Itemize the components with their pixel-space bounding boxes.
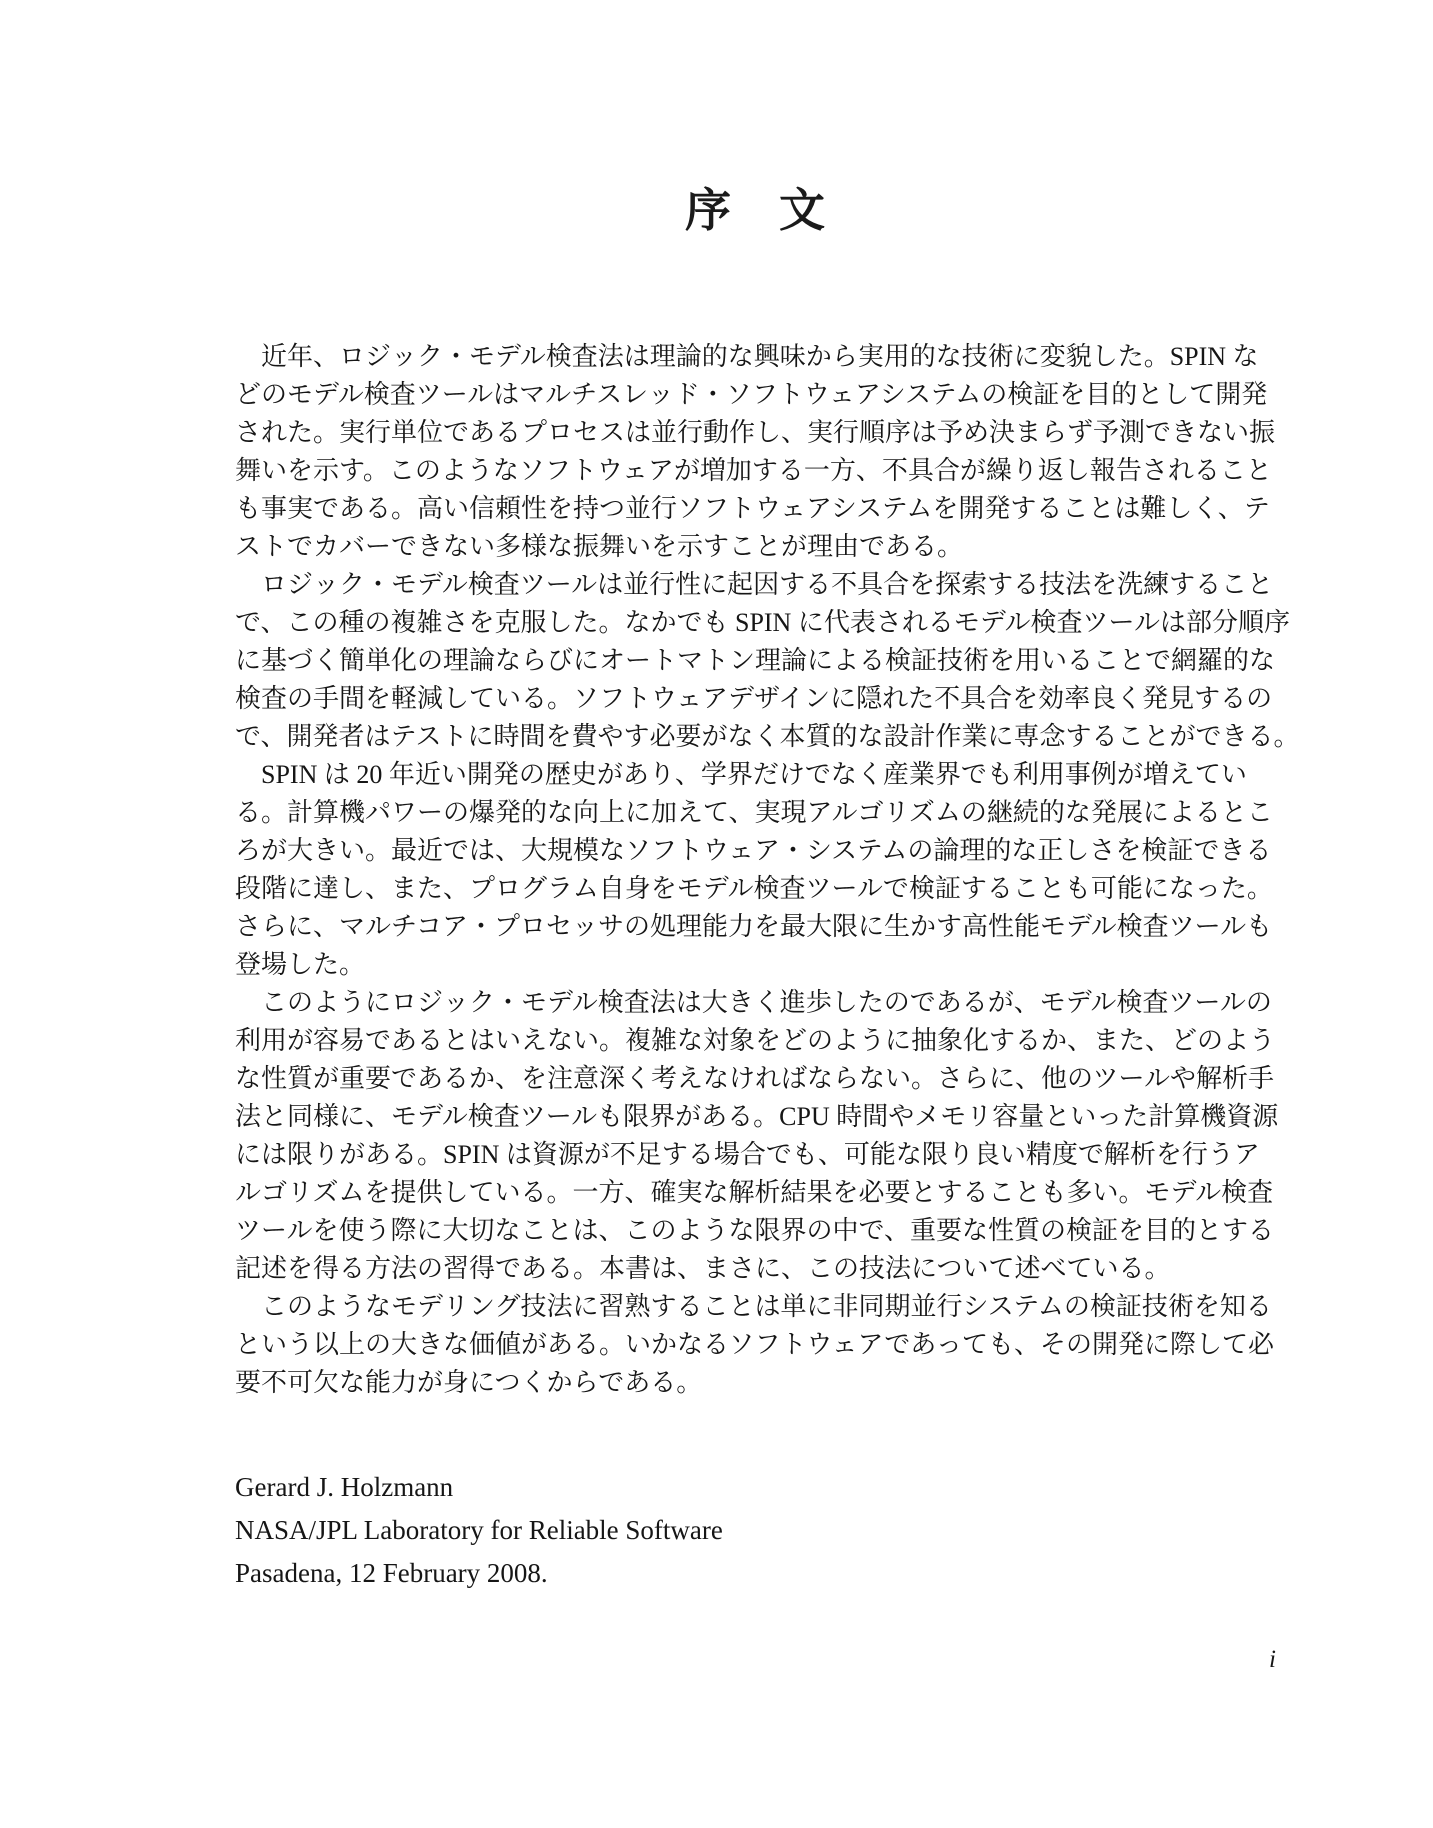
page-title: 序 文 [685,184,826,236]
text-line: ルゴリズムを提供している。一方、確実な解析結果を必要とすることも多い。モデル検査 [235,1178,1274,1207]
text-line: な性質が重要であるか、を注意深く考えなければならない。さらに、他のツールや解析手 [235,1064,1274,1093]
paragraph [235,984,1280,1288]
signature-line: NASA/JPL Laboratory for Reliable Software [235,1515,723,1545]
text-line: された。実行単位であるプロセスは並行動作し、実行順序は予め決まらず予測できない振 [235,418,1276,447]
preface-body [235,338,1300,1402]
text-line: さらに、マルチコア・プロセッサの処理能力を最大限に生かす高性能モデル検査ツールも [235,912,1273,941]
paragraph [235,756,1280,984]
text-line: ろが大きい。最近では、大規模なソフトウェア・システムの論理的な正しさを検証できる [235,836,1272,865]
text-line: に基づく簡単化の理論ならびにオートマトン理論による検証技術を用いることで網羅的な [235,646,1276,675]
text-line: SPIN は 20 年近い開発の歴史があり、学界だけでなく産業界でも利用事例が増えてい [261,760,1247,789]
text-line: 段階に達し、また、プログラム自身をモデル検査ツールで検証することも可能になった。 [235,874,1273,903]
text-line: 要不可欠な能力が身につくからである。 [235,1368,703,1397]
signature-block [235,1466,723,1595]
paragraph [235,338,1280,566]
paragraph [235,1288,1280,1402]
text-line: る。計算機パワーの爆発的な向上に加えて、実現アルゴリズムの継続的な発展によるとこ [235,798,1273,827]
text-line: には限りがある。SPIN は資源が不足する場合でも、可能な限り良い精度で解析を行うア [235,1140,1260,1169]
signature-line: Pasadena, 12 February 2008. [235,1558,548,1588]
text-line: 近年、ロジック・モデル検査法は理論的な興味から実用的な技術に変貌した。SPIN な [261,342,1259,371]
text-line: という以上の大きな価値がある。いかなるソフトウェアであっても、その開発に際して必 [235,1330,1274,1359]
text-line: で、開発者はテストに時間を費やす必要がなく本質的な設計作業に専念することができる。 [235,722,1300,751]
paragraph [235,566,1300,756]
text-line: 利用が容易であるとはいえない。複雑な対象をどのように抽象化するか、また、どのよう [235,1026,1276,1055]
text-line: 法と同様に、モデル検査ツールも限界がある。CPU 時間やメモリ容量といった計算機資源 [235,1102,1279,1131]
text-line: ストでカバーできない多様な振舞いを示すことが理由である。 [235,532,964,561]
text-line: 登場した。 [235,950,366,979]
text-line: も事実である。高い信頼性を持つ並行ソフトウェアシステムを開発することは難しく、テ [235,494,1270,523]
text-line: ロジック・モデル検査ツールは並行性に起因する不具合を探索する技法を洗練すること [261,570,1274,599]
page-number: i [1269,1646,1276,1673]
text-line: このようにロジック・モデル検査法は大きく進歩したのであるが、モデル検査ツールの [261,988,1272,1017]
text-line: 検査の手間を軽減している。ソフトウェアデザインに隠れた不具合を効率良く発見するの [235,684,1273,713]
text-line: ツールを使う際に大切なことは、このような限界の中で、重要な性質の検証を目的とする [235,1216,1274,1245]
text-line: このようなモデリング技法に習熟することは単に非同期並行システムの検証技術を知る [261,1292,1272,1321]
text-line: 舞いを示す。このようなソフトウェアが増加する一方、不具合が繰り返し報告されること [235,456,1272,485]
signature-line: Gerard J. Holzmann [235,1472,454,1502]
text-line: 記述を得る方法の習得である。本書は、まさに、この技法について述べている。 [235,1254,1171,1283]
text-line: どのモデル検査ツールはマルチスレッド・ソフトウェアシステムの検証を目的として開発 [235,380,1268,409]
text-line: で、この種の複雑さを克服した。なかでも SPIN に代表されるモデル検査ツールは部分順序 [235,608,1291,637]
